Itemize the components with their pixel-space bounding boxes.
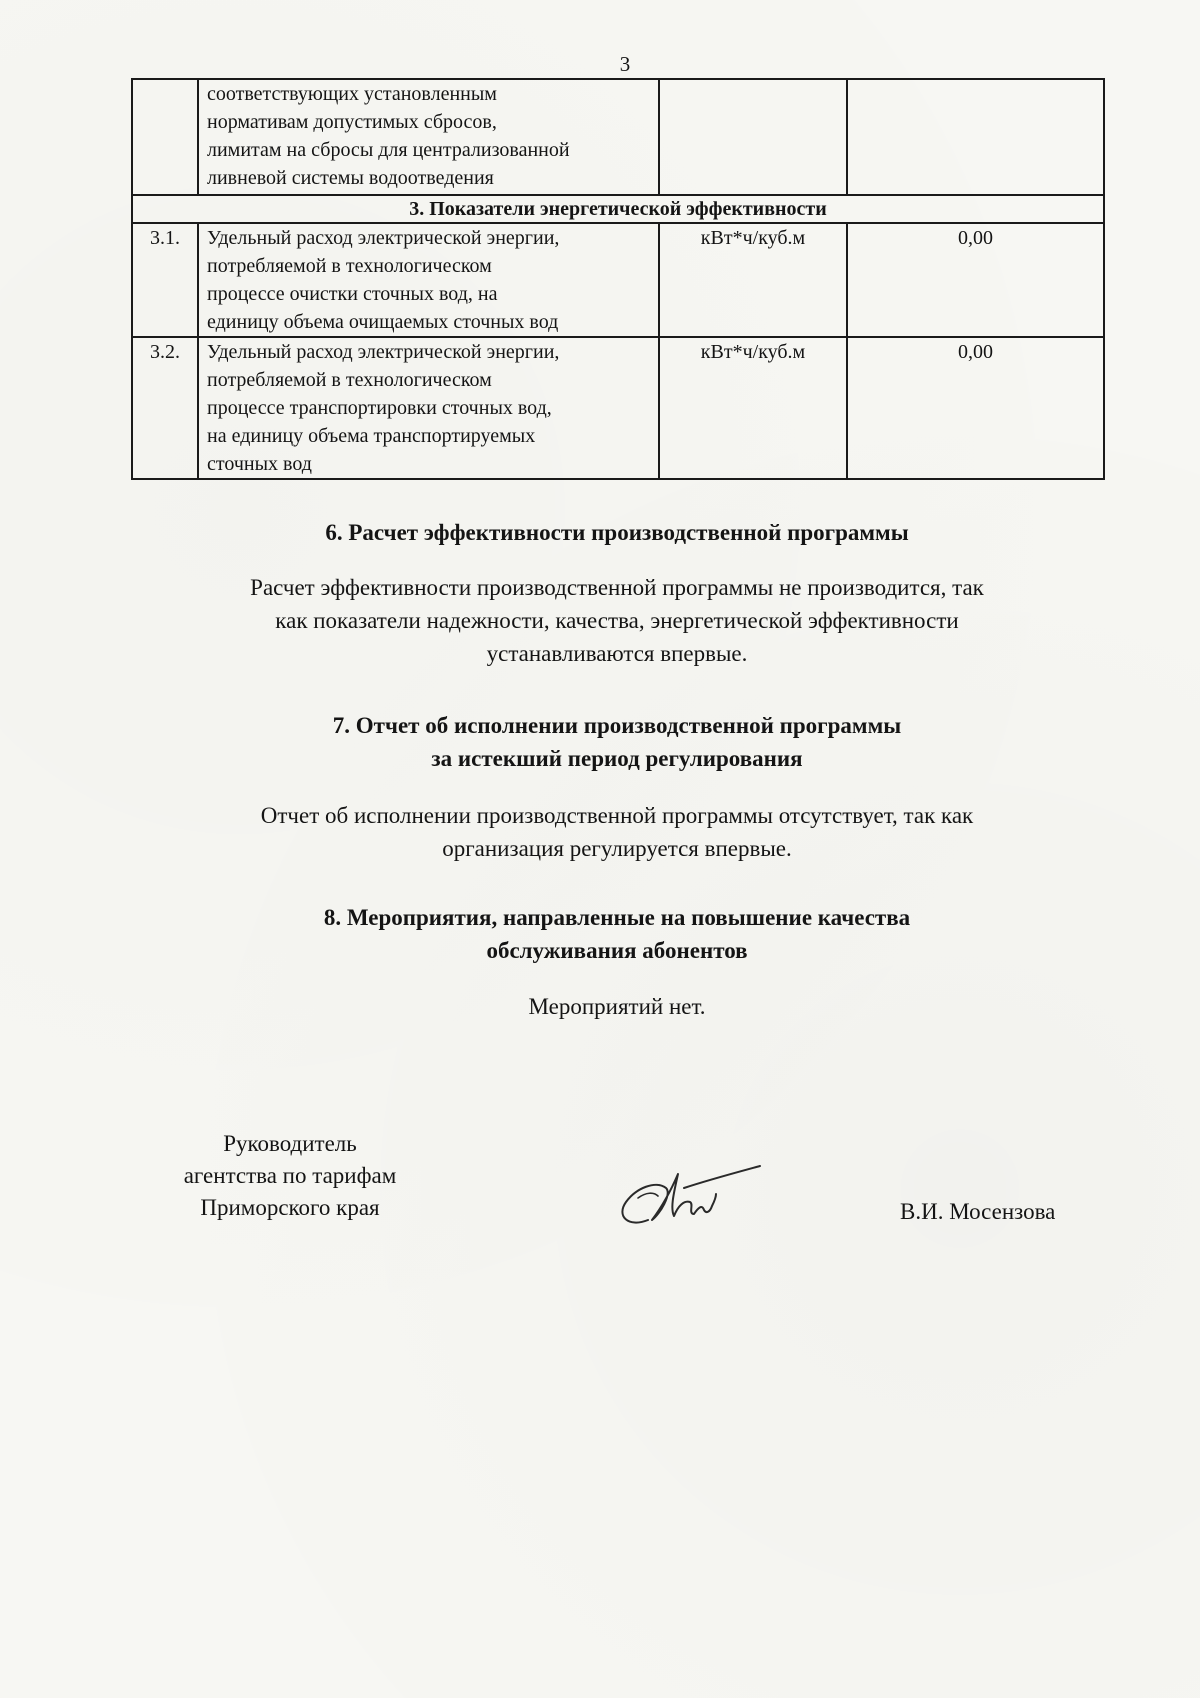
indicator-name (198, 79, 659, 195)
section-8 (131, 901, 1103, 1023)
row-number: 3.1. (132, 223, 198, 337)
section-8-heading-line: 8. Мероприятия, направленные на повышение качества (323, 905, 911, 930)
section-6-text-line: Расчет эффективности производственной программы не производится, так (250, 575, 984, 600)
indicator-name-line: единицу объема очищаемых сточных вод (207, 311, 559, 333)
indicator-name-line: потребляемой в технологическом (207, 255, 492, 277)
indicator-name-line: ливневой системы водоотведения (207, 167, 494, 189)
value-cell (847, 79, 1104, 195)
unit-cell (659, 79, 847, 195)
indicator-name-line: сточных вод (207, 453, 312, 475)
unit-cell: кВт*ч/куб.м (659, 223, 847, 337)
section-8-text-line: Мероприятий нет. (528, 994, 706, 1019)
indicator-name-line: Удельный расход электрической энергии, (207, 227, 560, 249)
signatory-role-line: агентства по тарифам (183, 1163, 397, 1188)
table-row (132, 337, 1104, 479)
section-heading-cell: 3. Показатели энергетической эффективности (132, 195, 1104, 223)
row-number: 3.2. (132, 337, 198, 479)
value-cell: 0,00 (847, 223, 1104, 337)
section-6-heading: 6. Расчет эффективности производственной программы (325, 520, 909, 545)
section-7-heading-line: 7. Отчет об исполнении производственной программы (332, 713, 902, 738)
signatory-name: В.И. Мосензова (900, 1199, 1056, 1224)
section-6-text-line: устанавливаются впервые. (486, 641, 748, 666)
value-cell: 0,00 (847, 337, 1104, 479)
unit-cell: кВт*ч/куб.м (659, 337, 847, 479)
section-6-text-line: как показатели надежности, качества, энергетической эффективности (275, 608, 959, 633)
indicator-name-line: процессе очистки сточных вод, на (207, 283, 498, 305)
indicator-name-line: нормативам допустимых сбросов, (207, 111, 497, 133)
indicator-name-line: соответствующих установленным (207, 83, 497, 105)
signatory-role-line: Приморского края (200, 1195, 380, 1220)
row-number (132, 79, 198, 195)
signatory-role (150, 1128, 430, 1224)
section-7-text-line: организация регулируется впервые. (442, 836, 792, 861)
indicator-name-line: Удельный расход электрической энергии, (207, 341, 560, 363)
indicator-name (198, 223, 659, 337)
indicator-name-line: лимитам на сбросы для централизованной (207, 139, 570, 161)
indicator-name-line: на единицу объема транспортируемых (207, 425, 536, 447)
indicator-name-line: потребляемой в технологическом (207, 369, 492, 391)
signatory-role-line: Руководитель (223, 1131, 357, 1156)
indicator-name (198, 337, 659, 479)
section-8-heading-line: обслуживания абонентов (486, 938, 748, 963)
table-row (132, 223, 1104, 337)
table-row-continuation (132, 79, 1104, 195)
indicator-name-line: процессе транспортировки сточных вод, (207, 397, 552, 419)
table-section-row (132, 195, 1104, 223)
section-7 (131, 709, 1103, 865)
section-7-heading-line: за истекший период регулирования (431, 746, 803, 771)
page-number: 3 (619, 52, 631, 76)
section-6 (131, 516, 1103, 670)
signature-block (0, 1128, 1200, 1248)
section-7-text-line: Отчет об исполнении производственной программы отсутствует, так как (260, 803, 974, 828)
handwritten-signature (608, 1158, 768, 1238)
indicators-table (131, 78, 1105, 480)
